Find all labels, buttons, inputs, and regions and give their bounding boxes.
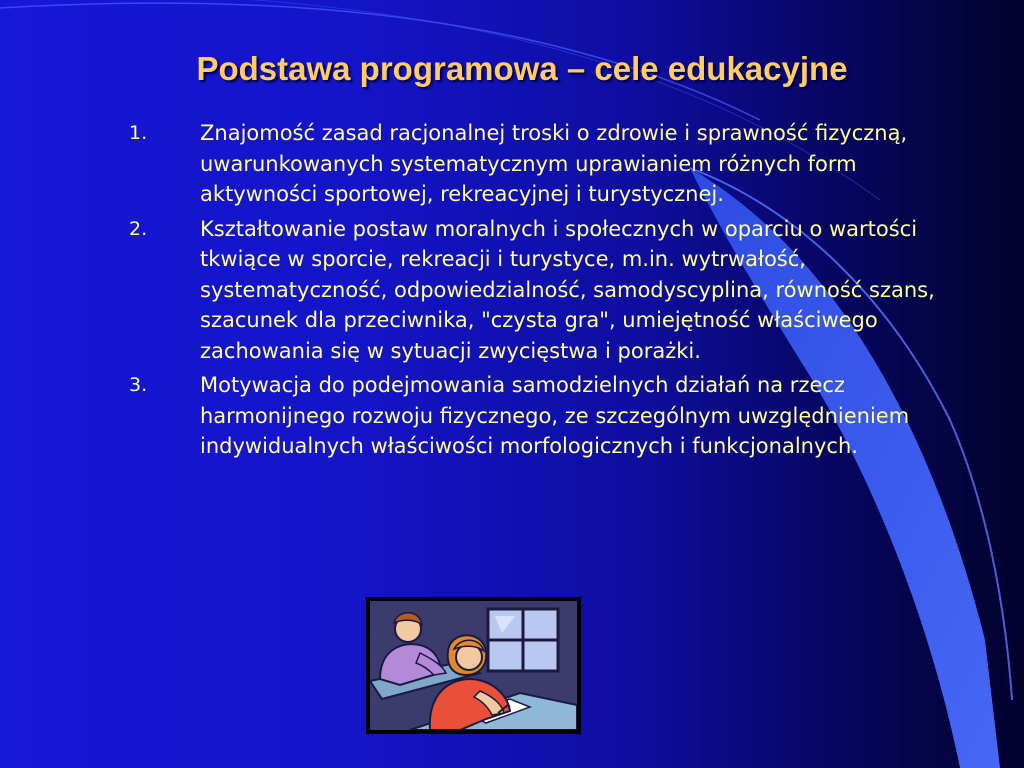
list-item-number: 2. bbox=[129, 217, 148, 240]
list-item bbox=[129, 118, 944, 210]
list-item-text: Kształtowanie postaw moralnych i społecznych w oparciu o wartości tkwiące w sporcie, rekreacji i turystyce, m.in. wytrwałość, systematyczność, odpowiedzialność, samodyscyplina, równość szans, szacunek dla przeciwnika, "czysta gra", umiejętność właściwego zachowania się w sytuacji zwycięstwa i porażki. bbox=[200, 216, 935, 363]
slide-title: Podstawa programowa – cele edukacyjne bbox=[196, 50, 848, 87]
students-writing-clipart-icon bbox=[366, 597, 581, 734]
list-item-number: 3. bbox=[129, 374, 148, 396]
list-item-text: Motywacja do podejmowania samodzielnych działań na rzecz harmonijnego rozwoju fizycznego, ze szczególnym uwzględnieniem indywidualnych właściwości morfologicznych i funkcjonalnych. bbox=[200, 373, 910, 458]
clipart-illustration bbox=[370, 601, 577, 730]
list-item-text: Znajomość zasad racjonalnej troski o zdrowie i sprawność fizyczną, uwarunkowanych systematycznym uprawianiem różnych form aktywności sportowej, rekreacyjnej i turystycznej. bbox=[200, 121, 908, 206]
numbered-list bbox=[129, 118, 944, 466]
list-item-number: 1. bbox=[129, 122, 148, 144]
list-item bbox=[129, 370, 944, 462]
list-item bbox=[129, 214, 944, 367]
